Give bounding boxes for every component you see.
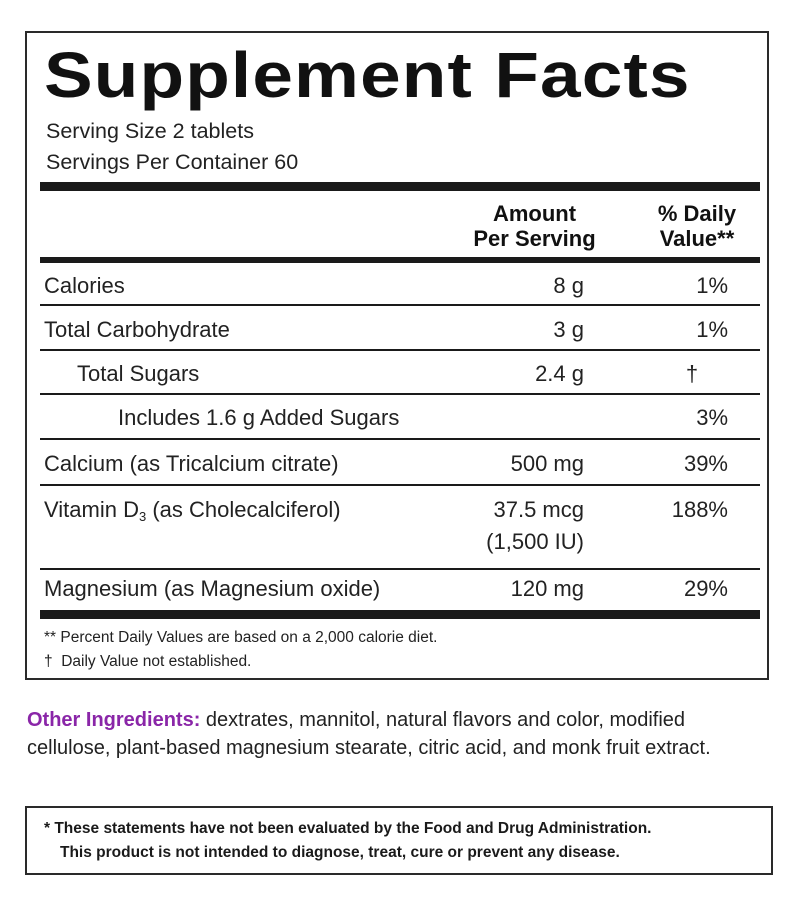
- footnote-daily-values: ** Percent Daily Values are based on a 2,000 calorie diet.: [44, 629, 438, 646]
- other-ingredients: [27, 706, 767, 762]
- fda-disclaimer-box: [25, 806, 773, 875]
- row-amount-total-carbohydrate: 3 g: [553, 317, 584, 342]
- row-dv-calcium: 39%: [683, 451, 728, 476]
- vitamin-d-prefix: Vitamin D: [44, 497, 139, 522]
- row-dv-vitamin-d3: 188%: [671, 497, 728, 522]
- dv-header-line2: Value**: [659, 226, 735, 251]
- amount-header-line1: Amount: [492, 201, 577, 226]
- amount-header-line2: Per Serving: [473, 226, 596, 251]
- row-name-magnesium: Magnesium (as Magnesium oxide): [44, 576, 381, 601]
- amount-per-serving-header: [447, 201, 622, 251]
- row-divider: [40, 438, 760, 440]
- vitamin-d-suffix: (as Cholecalciferol): [146, 497, 341, 522]
- row-divider: [40, 393, 760, 395]
- other-ingredients-text: dextrates, mannitol, natural flavors and color, modified cellulose, plant-based magnesium stearate, citric acid, and monk fruit extract.: [27, 709, 711, 759]
- row-name-total-carbohydrate: Total Carbohydrate: [44, 317, 230, 342]
- row-amount-calories: 8 g: [553, 273, 584, 298]
- vitamin-d-subscript: 3: [138, 509, 147, 524]
- panel-title: Supplement Facts: [44, 39, 691, 111]
- dv-header-line1: % Daily: [657, 201, 737, 226]
- thick-rule-top: [40, 182, 760, 191]
- disclaimer-line1: * These statements have not been evaluated by the Food and Drug Administration.: [44, 820, 652, 837]
- row-dv-total-carbohydrate: 1%: [696, 317, 728, 342]
- other-ingredients-label: Other Ingredients:: [27, 709, 201, 731]
- row-name-total-sugars: Total Sugars: [77, 361, 200, 386]
- thick-rule-bottom: [40, 610, 760, 619]
- row-amount-total-sugars: 2.4 g: [535, 361, 584, 386]
- row-name-added-sugars: Includes 1.6 g Added Sugars: [118, 405, 400, 430]
- disclaimer-line2: This product is not intended to diagnose, treat, cure or prevent any disease.: [60, 844, 620, 861]
- daily-value-header: [637, 201, 757, 251]
- row-amount-magnesium: 120 mg: [510, 576, 584, 601]
- supplement-facts-panel: [25, 31, 769, 680]
- row-amount-vitamin-d3: 37.5 mcg: [493, 497, 584, 522]
- row-dv-magnesium: 29%: [683, 576, 728, 601]
- row-divider: [40, 304, 760, 306]
- row-dv-added-sugars: 3%: [696, 405, 728, 430]
- serving-size: Serving Size 2 tablets: [46, 119, 254, 143]
- servings-per-container: Servings Per Container 60: [46, 150, 299, 174]
- row-dv-calories: 1%: [696, 273, 728, 298]
- row-name-vitamin-d3: [44, 497, 341, 530]
- row-name-calcium: Calcium (as Tricalcium citrate): [44, 451, 339, 476]
- row-name-calories: Calories: [44, 273, 125, 298]
- row-divider: [40, 484, 760, 486]
- footnote-not-established: † Daily Value not established.: [44, 653, 252, 670]
- row-divider: [40, 349, 760, 351]
- row-dv-total-sugars: †: [685, 361, 699, 386]
- row-amount2-vitamin-d3: (1,500 IU): [486, 529, 584, 554]
- row-divider: [40, 568, 760, 570]
- row-amount-calcium: 500 mg: [510, 451, 584, 476]
- medium-rule: [40, 257, 760, 263]
